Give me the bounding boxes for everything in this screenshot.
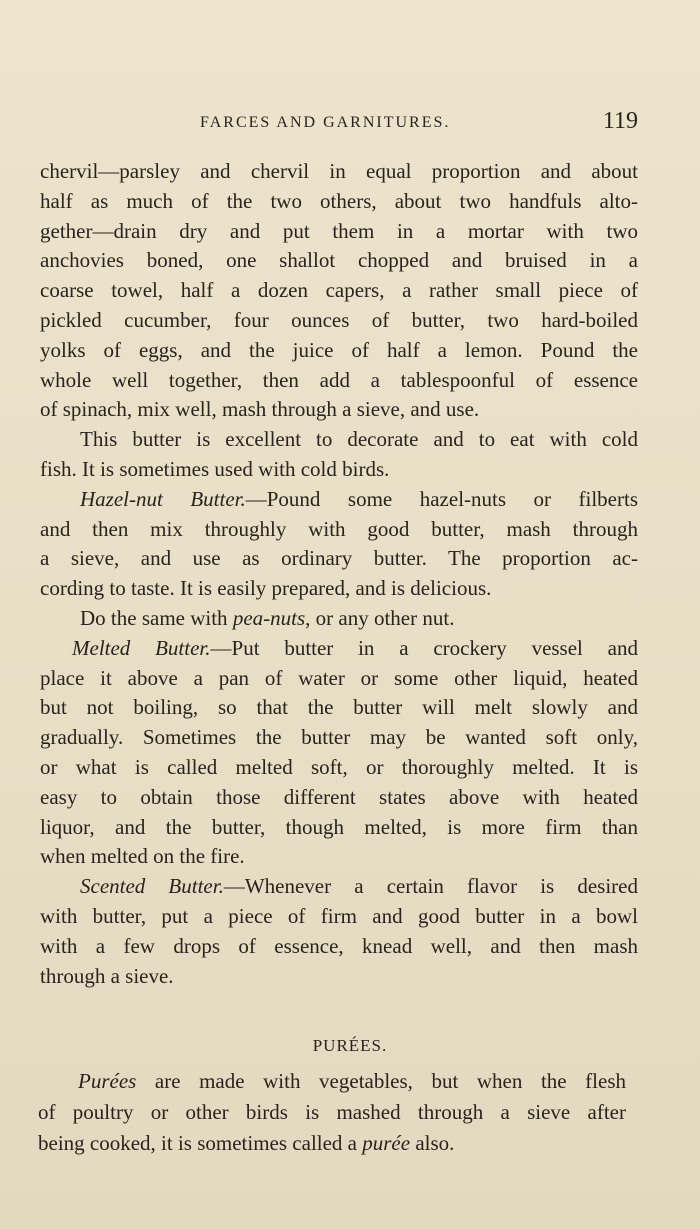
running-head: FARCES AND GARNITURES. — [200, 114, 451, 131]
text-line: and then mix throughly with good butter, mash through — [40, 516, 638, 541]
text-line: of spinach, mix well, mash through a sieve, and use. — [40, 397, 480, 422]
paragraph-melted-butter — [40, 634, 638, 872]
text-fragment: Do the same with — [80, 605, 233, 630]
text-line — [38, 1066, 626, 1097]
text-line: with butter, put a piece of firm and good butter in a bowl — [40, 903, 638, 928]
text-line: place it above a pan of water or some other liquid, heated — [40, 665, 638, 690]
page-header — [40, 108, 640, 138]
text-fragment: —Whenever a certain flavor is desired — [223, 874, 638, 899]
text-line: when melted on the fire. — [40, 844, 245, 869]
text-line: easy to obtain those different states above with heated — [40, 784, 638, 809]
text-line: chervil—parsley and chervil in equal proportion and about — [40, 159, 638, 183]
paragraph-purees — [38, 1066, 626, 1159]
text-fragment: being cooked, it is sometimes called a — [38, 1131, 363, 1155]
italic-term: purée — [362, 1131, 411, 1155]
text-line: a sieve, and use as ordinary butter. The proportion ac- — [40, 546, 638, 571]
recipe-title: Scented Butter. — [80, 874, 224, 899]
text-fragment: —Pound some hazel-nuts or filberts — [245, 486, 639, 511]
text-line — [40, 485, 638, 515]
italic-term: pea-nuts — [232, 605, 306, 630]
paragraph-chervil — [40, 157, 638, 425]
text-line: fish. It is sometimes used with cold birds. — [40, 456, 390, 481]
text-line — [40, 634, 638, 664]
text-line: through a sieve. — [40, 963, 174, 988]
text-line: gradually. Sometimes the butter may be wanted soft only, — [40, 725, 638, 750]
text-line: but not boiling, so that the butter will melt slowly and — [40, 695, 638, 720]
text-line — [40, 604, 638, 634]
text-line: liquor, and the butter, though melted, is more firm than — [40, 814, 638, 839]
text-line: coarse towel, half a dozen capers, a rather small piece of — [40, 278, 638, 303]
text-line: whole well together, then add a tablespoonful of essence — [40, 367, 638, 392]
text-fragment: —Put butter in a crockery vessel and — [210, 635, 638, 660]
text-line: or what is called melted soft, or thoroughly melted. It is — [40, 754, 638, 779]
text-line: pickled cucumber, four ounces of butter, two hard-boiled — [40, 307, 638, 332]
page-body — [40, 157, 638, 991]
text-line: cording to taste. It is easily prepared, and is delicious. — [40, 576, 492, 601]
italic-term: Purées — [78, 1069, 137, 1093]
recipe-title: Melted Butter. — [72, 635, 211, 660]
page-number: 119 — [602, 108, 638, 134]
text-line: gether—drain dry and put them in a mortar with two — [40, 218, 638, 243]
text-line: This butter is excellent to decorate and to eat with cold — [80, 427, 638, 452]
text-fragment: , or any other nut. — [305, 605, 455, 630]
text-line: yolks of eggs, and the juice of half a lemon. Pound the — [40, 337, 638, 362]
text-line: anchovies boned, one shallot chopped and bruised in a — [40, 248, 638, 273]
paragraph-hazel-nut-butter — [40, 485, 638, 604]
text-fragment: also. — [410, 1131, 455, 1155]
text-line: with a few drops of essence, knead well, and then mash — [40, 933, 638, 958]
paragraph-butter-use — [40, 425, 638, 485]
text-line: of poultry or other birds is mashed through a sieve after — [38, 1100, 626, 1124]
text-line — [38, 1128, 626, 1159]
section-heading-purees: PURÉES. — [312, 1036, 388, 1055]
text-line — [40, 872, 638, 902]
recipe-title: Hazel-nut Butter. — [80, 486, 246, 511]
paragraph-pea-nuts — [40, 604, 638, 634]
text-fragment: are made with vegetables, but when the flesh — [136, 1069, 626, 1093]
text-line: half as much of the two others, about two handfuls alto- — [40, 188, 638, 213]
paragraph-scented-butter — [40, 872, 638, 991]
